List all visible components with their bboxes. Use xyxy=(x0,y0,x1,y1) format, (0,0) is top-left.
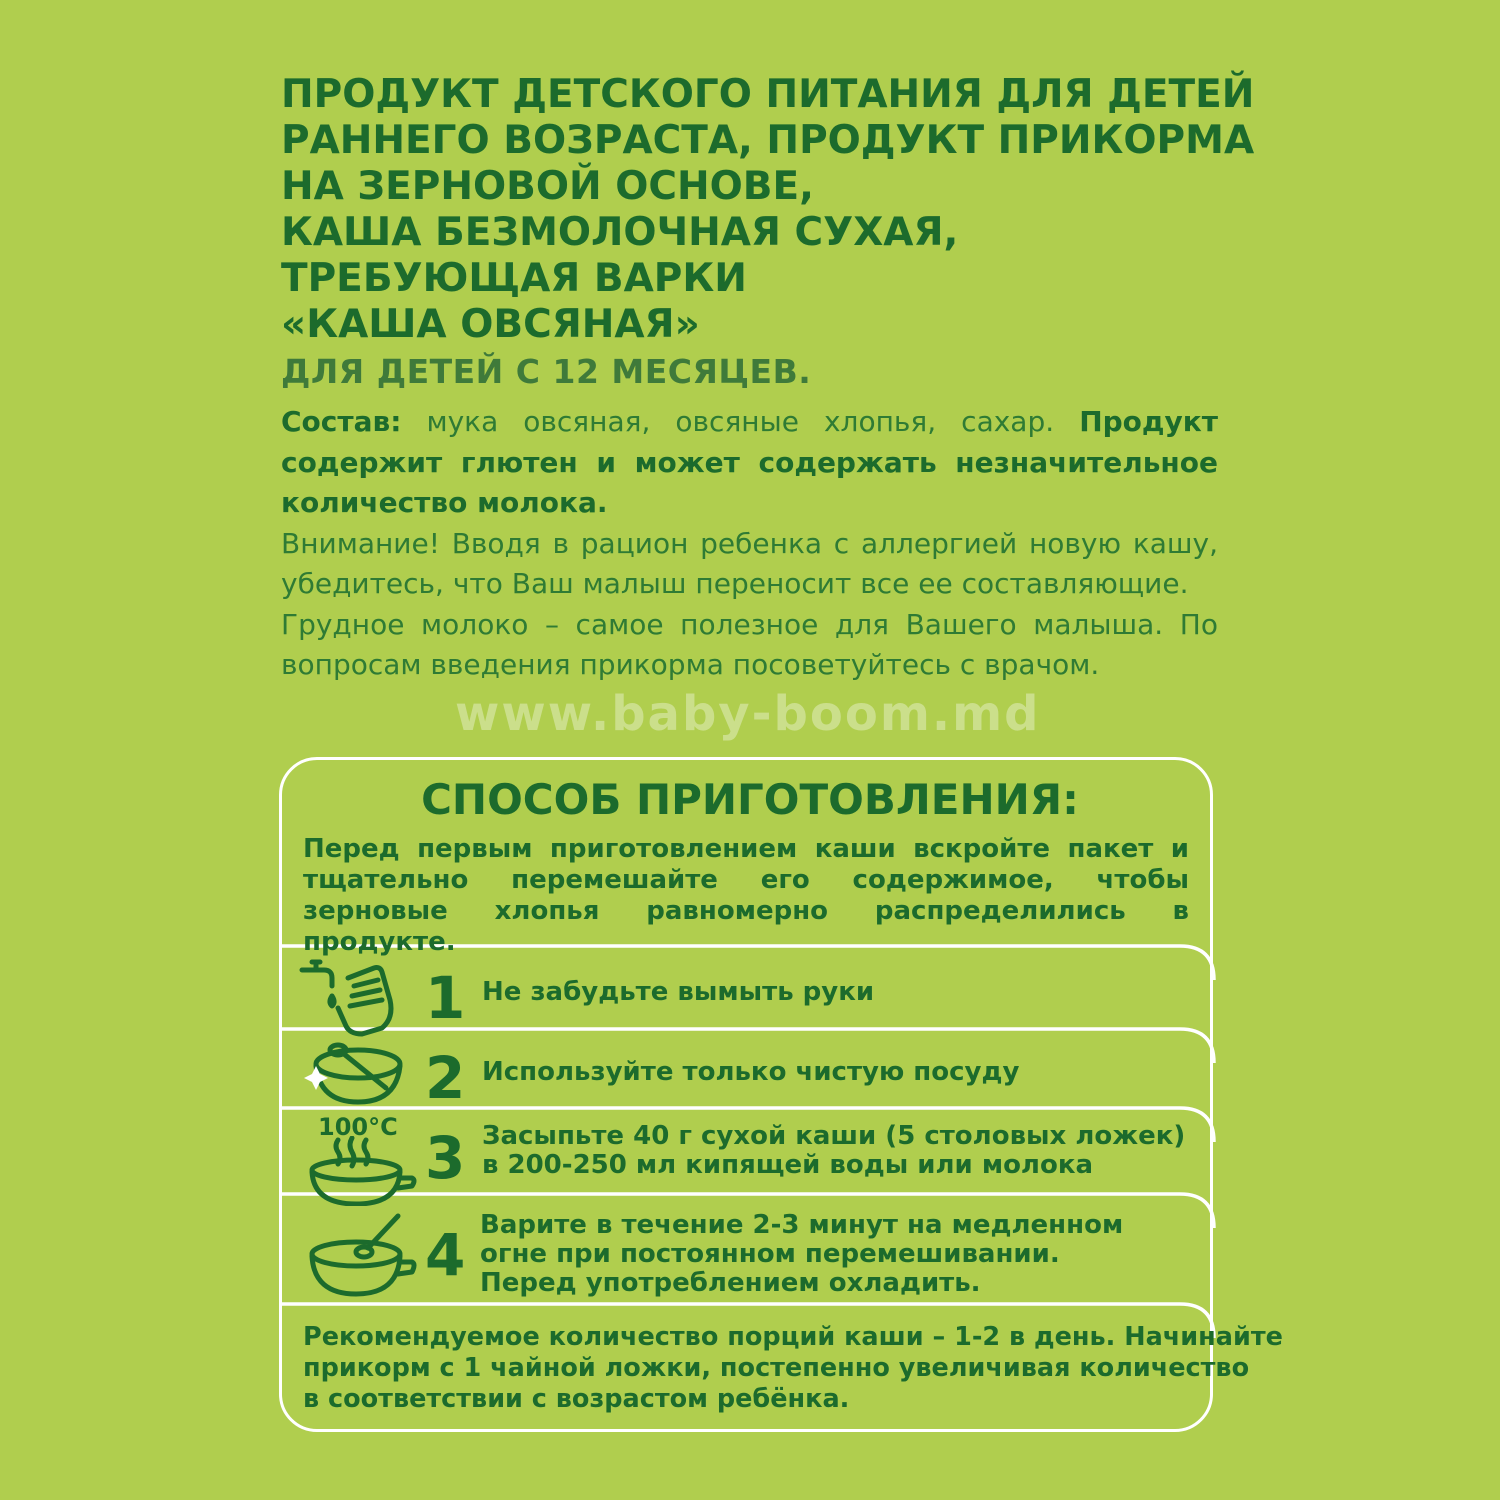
recommendation-line: прикорм с 1 чайной ложки, постепенно увеличивая количество xyxy=(303,1353,1250,1383)
recommendation-line: Рекомендуемое количество порций каши – 1-2 в день. Начинайте xyxy=(303,1322,1283,1352)
step-text-4a: Варите в течение 2-3 минут на медленном xyxy=(480,1210,1124,1240)
allergy-note: Внимание! Вводя в рацион ребенка с аллергией новую кашу, убедитесь, что Ваш малыш переносит все ее составляющие. xyxy=(281,526,1218,600)
stirring-pot-icon xyxy=(300,1210,418,1298)
step-text-1: Не забудьте вымыть руки xyxy=(482,977,875,1007)
recommendation xyxy=(303,1322,1283,1415)
step-text-4c: Перед употреблением охладить. xyxy=(480,1268,981,1298)
title-line: КАША БЕЗМОЛОЧНАЯ СУХАЯ, xyxy=(281,210,959,255)
breast-milk-note: Грудное молоко – самое полезное для Вашего малыша. По вопросам введения прикорма посоветуйтесь с врачом. xyxy=(281,607,1218,681)
step-number-1: 1 xyxy=(425,964,466,1032)
boiling-pot-icon xyxy=(300,1136,418,1206)
step-number-4: 4 xyxy=(425,1221,466,1289)
clean-dish-icon xyxy=(298,1036,410,1108)
step-text-3a: Засыпьте 40 г сухой каши (5 столовых ложек) xyxy=(482,1121,1186,1151)
composition-label: Состав: xyxy=(281,405,402,438)
title-line: НА ЗЕРНОВОЙ ОСНОВЕ, xyxy=(281,164,814,209)
step-text-2: Используйте только чистую посуду xyxy=(482,1057,1020,1087)
composition-text: мука овсяная, овсяные хлопья, сахар. xyxy=(401,405,1080,438)
preparation-title: СПОСОБ ПРИГОТОВЛЕНИЯ: xyxy=(421,775,1079,824)
preparation-intro: Перед первым приготовлением каши вскройте пакет и тщательно перемешайте его содержимое, чтобы зерновые хлопья равномерно распределились в продукте. xyxy=(303,834,1189,957)
temperature-label: 100°C xyxy=(318,1113,398,1141)
step-text-3b: в 200-250 мл кипящей воды или молока xyxy=(482,1150,1094,1180)
title-line: «КАША ОВСЯНАЯ» xyxy=(281,302,700,347)
watermark: www.baby-boom.md xyxy=(455,686,1041,742)
step-number-3: 3 xyxy=(425,1124,466,1192)
title-line: ТРЕБУЮЩАЯ ВАРКИ xyxy=(281,256,747,301)
title-line: ПРОДУКТ ДЕТСКОГО ПИТАНИЯ ДЛЯ ДЕТЕЙ xyxy=(281,72,1255,117)
age-label: ДЛЯ ДЕТЕЙ С 12 МЕСЯЦЕВ. xyxy=(281,352,812,391)
wash-hands-icon xyxy=(298,956,410,1038)
step-text-4b: огне при постоянном перемешивании. xyxy=(480,1239,1060,1269)
recommendation-line: в соответствии с возрастом ребёнка. xyxy=(303,1384,850,1414)
gluten-warning: Продукт содержит глютен и может содержать незначительное количество молока. xyxy=(281,405,1218,519)
title-line: РАННЕГО ВОЗРАСТА, ПРОДУКТ ПРИКОРМА xyxy=(281,118,1255,163)
step-number-2: 2 xyxy=(425,1044,466,1112)
